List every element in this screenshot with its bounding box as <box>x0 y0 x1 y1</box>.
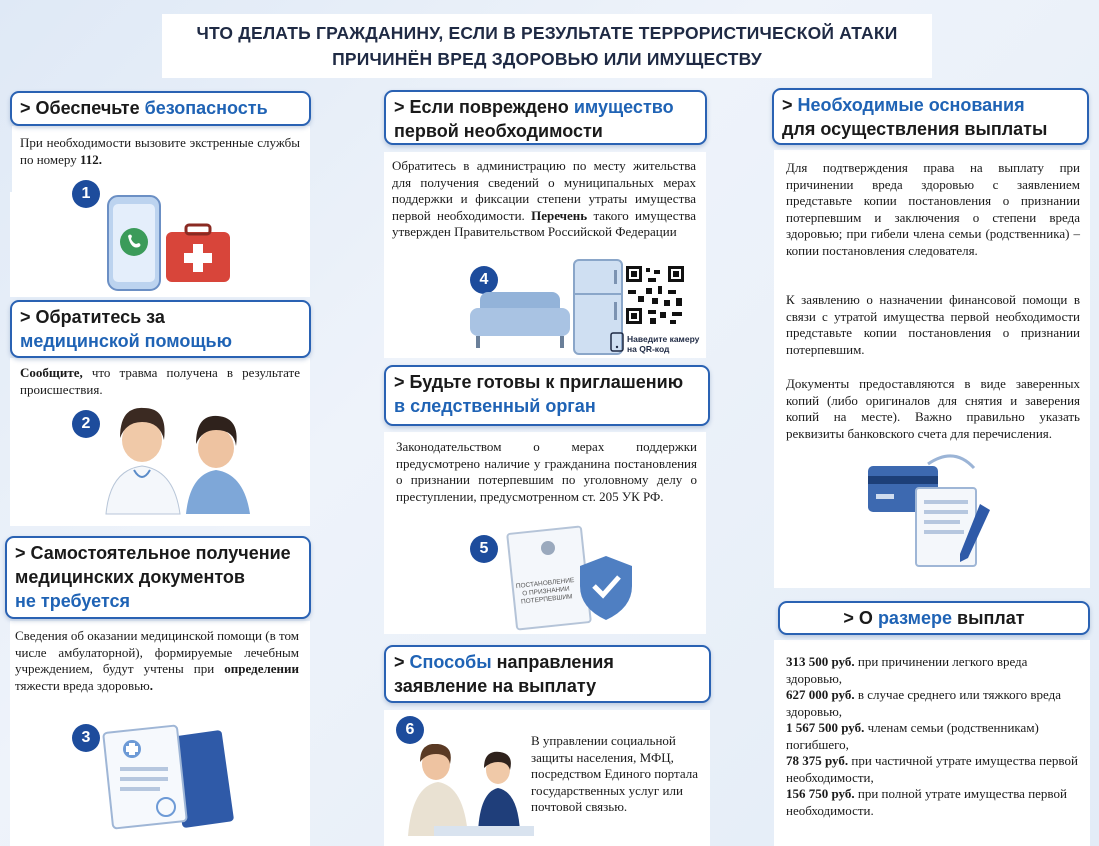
investigation-header-line-1: > Будьте готовы к приглашению <box>394 372 684 392</box>
page-title-line-1: ЧТО ДЕЛАТЬ ГРАЖДАНИНУ, ЕСЛИ В РЕЗУЛЬТАТЕ ТЕРРОРИСТИЧЕСКОЙ АТАКИ <box>196 23 898 43</box>
payment-item <box>786 753 1084 786</box>
payment-item <box>786 654 1084 687</box>
step-number-5: 5 <box>470 535 498 563</box>
emergency-number: 112. <box>80 151 103 167</box>
step-number-4: 4 <box>470 266 498 294</box>
payment-amount: 1 567 500 руб. <box>786 720 865 735</box>
payment-amount: 78 375 руб. <box>786 753 849 768</box>
grounds-text-health: Для подтверждения права на выплату при причинении вреда здоровью с заявлением представьте копии постановления о признании потерпевшим и заключения о степени вреда здоровью; при гибели члена семьи (родственника) – копии постановления следователя. <box>786 160 1080 258</box>
grounds-header-prefix: > <box>782 95 798 115</box>
medical-help-text-bold: Сообщите, <box>20 365 83 380</box>
medical-help-header <box>10 300 311 358</box>
phone-firstaid-illustration <box>10 192 310 297</box>
application-methods-header <box>384 645 711 703</box>
payment-amounts-header <box>778 601 1090 635</box>
application-header-rest: направления <box>491 652 614 672</box>
grounds-text-documents: Документы предоставляются в виде заверенных копий (либо оригиналов для снятия и заверения копий на месте). Важно правильно указать реквизиты банковского счета для перечисления. <box>786 376 1080 441</box>
medical-docs-text-main: Сведения об оказании медицинской помощи (в том числе амбулаторной), формируемые лечебным учреждением, будут учтены при <box>15 628 299 676</box>
property-header-accent: имущество <box>573 97 674 117</box>
property-text-main: Обратитесь в администрацию по месту жительства для получения сведений о муниципальных мерах поддержки и фиксации степени утраты имущества первой необходимости. <box>392 158 696 223</box>
step-number-1: 1 <box>72 180 100 208</box>
step-number-3: 3 <box>72 724 100 752</box>
property-header-prefix: > Если повреждено <box>394 97 574 117</box>
grounds-header-end: выплаты <box>964 119 1048 139</box>
application-header-accent: Способы <box>409 652 492 672</box>
property-text-rest: такого имущества утвержден Правительством Российской Федерации <box>392 207 696 239</box>
grounds-header-accent: Необходимые основания <box>797 95 1025 115</box>
step-number-6: 6 <box>396 716 424 744</box>
payment-amount: 313 500 руб. <box>786 654 855 669</box>
payment-description: в случае среднего или тяжкого вреда здоровью, <box>786 687 1061 719</box>
grounds-header <box>772 88 1089 145</box>
safety-header <box>10 91 311 126</box>
payment-header-rest: выплат <box>952 608 1025 628</box>
medical-docs-header-line-3: не требуется <box>15 591 130 611</box>
payment-amount: 627 000 руб. <box>786 687 855 702</box>
medical-docs-header-line-2: медицинских документов <box>15 567 245 587</box>
property-header-line-2: первой необходимости <box>394 121 603 141</box>
application-header-prefix: > <box>394 652 410 672</box>
grounds-header-line-2: для осуществления <box>782 119 965 139</box>
safety-image-panel <box>10 185 310 297</box>
medical-help-header-line-1: > Обратитесь за <box>20 307 165 327</box>
medical-docs-header-line-1: > Самостоятельное получение <box>15 543 291 563</box>
payment-item <box>786 687 1084 720</box>
step-number-2: 2 <box>72 410 100 438</box>
qr-code-icon <box>624 264 686 326</box>
safety-text <box>20 135 300 168</box>
safety-header-accent: безопасность <box>144 98 268 118</box>
property-header <box>384 90 707 145</box>
safety-header-prefix: > Обеспечьте <box>20 98 145 118</box>
phone-camera-icon <box>610 332 624 352</box>
investigation-header <box>384 365 710 426</box>
payment-amounts-list <box>786 654 1084 819</box>
payment-description: при частичной утрате имущества первой необходимости, <box>786 753 1078 785</box>
property-text <box>392 158 696 241</box>
property-text-bold: Перечень <box>531 207 588 223</box>
payment-header-prefix: > О <box>843 608 878 628</box>
medical-help-text-rest: что травма получена в результате происшествия. <box>20 365 300 397</box>
medical-docs-header <box>5 536 311 619</box>
medical-docs-text <box>15 628 299 694</box>
bank-card-documents-illustration <box>862 446 1012 576</box>
payment-header-accent: размере <box>877 608 952 628</box>
resolution-document-label: ПОСТАНОВЛЕНИЕ О ПРИЗНАНИИ ПОТЕРПЕВШИМ <box>515 577 575 606</box>
medical-docs-text-rest: тяжести вреда здоровью <box>15 677 150 693</box>
investigation-text: Законодательством о мерах поддержки предусмотрено наличие у гражданина постановления о признании потерпевшим по уголовному делу о преступлении, предусмотренном ст. 205 УК РФ. <box>396 439 697 504</box>
page-title-line-2: ПРИЧИНЁН ВРЕД ЗДОРОВЬЮ ИЛИ ИМУЩЕСТВУ <box>332 49 762 69</box>
payment-item <box>786 786 1084 819</box>
application-text: В управлении социальной защиты населения, МФЦ, посредством Единого портала государственных услуг или почтовой связью. <box>531 733 698 814</box>
medical-help-header-line-2: медицинской помощью <box>20 331 232 351</box>
office-service-illustration <box>394 744 534 844</box>
medical-help-text <box>20 365 300 398</box>
grounds-text-property: К заявлению о назначении финансовой помощи в связи с утратой имущества первой необходимости представьте копии постановления о признании потерпевшим. <box>786 292 1080 357</box>
investigation-header-line-2: в следственный орган <box>394 396 596 416</box>
application-header-line-2: заявление на выплату <box>394 676 597 696</box>
page-title <box>162 14 932 78</box>
payment-description: членам семьи (родственникам) погибшего, <box>786 720 1039 752</box>
payment-amount: 156 750 руб. <box>786 786 855 801</box>
safety-text-main: При необходимости вызовите экстренные службы по номеру <box>20 135 300 167</box>
payment-description: при полной утрате имущества первой необходимости. <box>786 786 1067 818</box>
payment-item <box>786 720 1084 753</box>
medical-docs-text-end: . <box>149 677 153 693</box>
qr-caption: Наведите камеру на QR-код <box>627 334 700 354</box>
payment-description: при причинении легкого вреда здоровью, <box>786 654 1028 686</box>
medical-docs-text-bold: определении <box>224 661 299 676</box>
